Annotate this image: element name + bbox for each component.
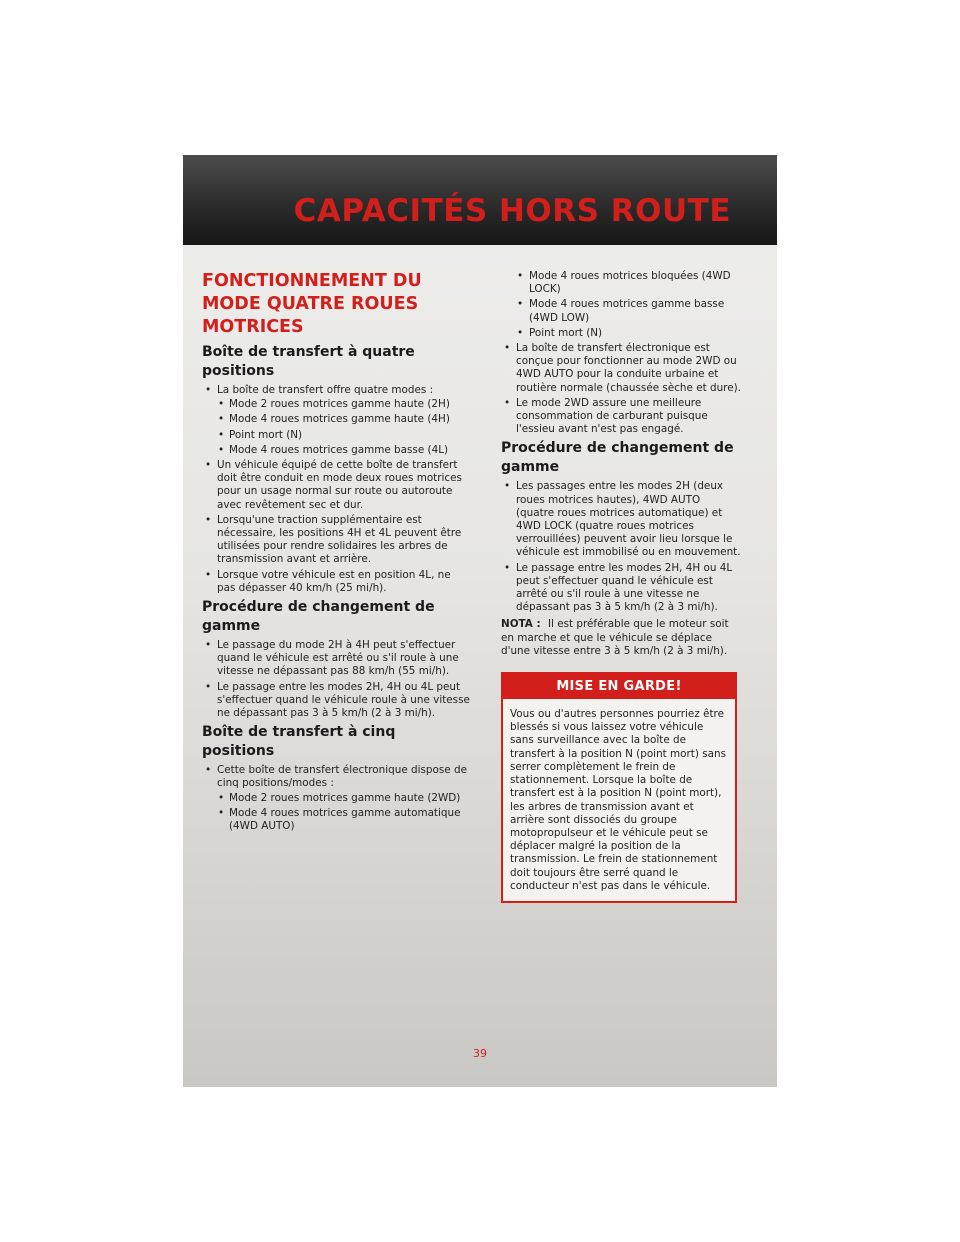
list-item: • Lorsqu'une traction supplémentaire est nécessaire, les positions 4H et 4L peuvent être utilisées pour rendre solidaires les arbres de transmission avant et arrière. — [202, 514, 472, 567]
list-item: • Le passage entre les modes 2H, 4H ou 4L peut s'effectuer quand le véhicule est arrêté ou s'il roule à une vitesse ne dépassant pas 3 à 5 km/h (2 à 3 mi/h). — [501, 562, 741, 615]
bullet-list — [202, 384, 472, 595]
section-heading — [202, 270, 472, 339]
list-item: • Le passage entre les modes 2H, 4H ou 4L peut s'effectuer quand le véhicule roule à une vitesse ne dépassant pas 3 à 5 km/h (2 à 3 mi/h). — [202, 681, 472, 721]
bullet-list — [501, 342, 741, 436]
continued-sub-list — [501, 270, 741, 340]
warning-text: Vous ou d'autres personnes pourriez être blessés si vous laissez votre véhicule sans surveillance avec la boîte de transfert à la position N (point mort) sans serrer complètement le frein de stationnement. Lorsque la boîte de transfert est à la position N (point mort), les arbres de transmission avant et arrière sont dissociés du groupe motopropulseur et le véhicule peut se déplacer malgré la position de la transmission. Le frein de stationnement doit toujours être serré quand le conducteur n'est pas dans le véhicule. — [510, 708, 726, 892]
list-item: • Lorsque votre véhicule est en position 4L, ne pas dépasser 40 km/h (25 mi/h). — [202, 569, 472, 595]
note-text: Il est préférable que le moteur soit en marche et que le véhicule se déplace d'une vitesse entre 3 à 5 km/h (2 à 3 mi/h). — [501, 618, 729, 657]
heading-line-3: MOTRICES — [202, 317, 304, 337]
note-label: NOTA : — [501, 618, 541, 631]
subheading-shift-procedure: Procédure de changement de gamme — [202, 599, 435, 635]
list-item-text: Cette boîte de transfert électronique dispose de cinq positions/modes : — [217, 764, 467, 790]
page-number: 39 — [473, 1047, 487, 1060]
sub-list-item: • Mode 4 roues motrices gamme basse (4L) — [217, 444, 472, 457]
manual-page — [183, 155, 777, 1087]
sub-list-item: • Mode 2 roues motrices gamme haute (2H) — [217, 398, 472, 411]
sub-list-item: • Mode 4 roues motrices gamme automatique (4WD AUTO) — [217, 807, 472, 833]
chapter-title: CAPACITÉS HORS ROUTE — [293, 193, 731, 229]
heading-line-2: MODE QUATRE ROUES — [202, 294, 419, 314]
list-item-text: La boîte de transfert offre quatre modes : — [217, 384, 434, 396]
heading-line-1: FONCTIONNEMENT DU — [202, 271, 422, 291]
subheading-shift-procedure: Procédure de changement de gamme — [501, 440, 734, 476]
sub-list-item: • Point mort (N) — [514, 327, 741, 340]
left-column — [202, 270, 472, 835]
sub-list-item: • Mode 2 roues motrices gamme haute (2WD) — [217, 792, 472, 805]
sub-list-item: • Mode 4 roues motrices bloquées (4WD LOCK) — [514, 270, 741, 296]
subheading-five-position: Boîte de transfert à cinq positions — [202, 724, 396, 760]
list-item — [202, 764, 472, 833]
list-item: • Le mode 2WD assure une meilleure consommation de carburant puisque l'essieu avant n'est pas engagé. — [501, 397, 741, 437]
warning-box — [501, 672, 737, 903]
right-column — [501, 270, 741, 903]
bullet-list — [202, 764, 472, 833]
list-item: • Les passages entre les modes 2H (deux roues motrices hautes), 4WD AUTO (quatre roues motrices automatique) et 4WD LOCK (quatre roues motrices verrouillées) peuvent avoir lieu lorsque le véhicule est immobilisé ou en mouvement. — [501, 480, 741, 559]
note-paragraph — [501, 618, 741, 658]
sub-list — [217, 792, 472, 834]
bullet-list — [501, 480, 741, 614]
list-item: • La boîte de transfert électronique est conçue pour fonctionner au mode 2WD ou 4WD AUTO pour la conduite urbaine et routière normale (chaussée sèche et dure). — [501, 342, 741, 395]
sub-list-item: • Point mort (N) — [217, 429, 472, 442]
sub-list-item: • Mode 4 roues motrices gamme basse (4WD LOW) — [514, 298, 741, 324]
list-item: • Un véhicule équipé de cette boîte de transfert doit être conduit en mode deux roues motrices pour un usage normal sur route ou autoroute avec revêtement sec et dur. — [202, 459, 472, 512]
list-item: • Le passage du mode 2H à 4H peut s'effectuer quand le véhicule est arrêté ou s'il roule à une vitesse ne dépassant pas 88 km/h (55 mi/h). — [202, 639, 472, 679]
warning-title: MISE EN GARDE! — [503, 674, 735, 699]
bullet-list — [202, 639, 472, 720]
page-header — [183, 155, 777, 245]
list-item — [202, 384, 472, 457]
subheading-four-position: Boîte de transfert à quatre positions — [202, 344, 415, 379]
sub-list — [217, 398, 472, 457]
sub-list-item: • Mode 4 roues motrices gamme haute (4H) — [217, 413, 472, 426]
